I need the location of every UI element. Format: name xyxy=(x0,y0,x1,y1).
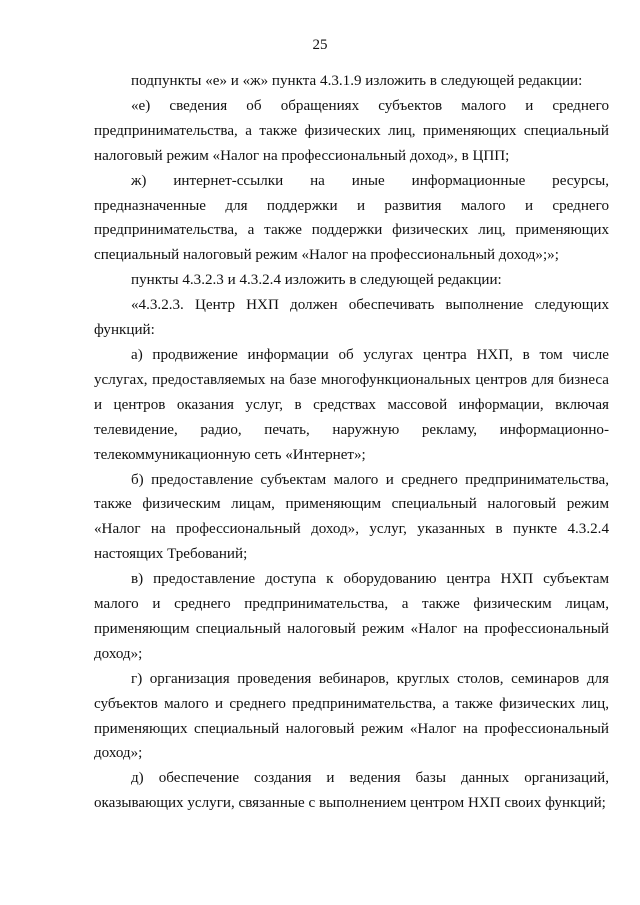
paragraph-item-zh: ж) интернет-ссылки на иные информационные ресурсы, предназначенные для поддержки и развития малого и среднего предпринимательства, а также поддержки физических лиц, применяющих специальный налоговый режим «Налог на профессиональный доход»;»; xyxy=(94,172,609,264)
page-number: 25 xyxy=(312,37,328,53)
paragraph-item-g: г) организация проведения вебинаров, круглых столов, семинаров для субъектов малого и среднего предпринимательства, а также физических лиц, применяющих специальный налоговый режим «Налог на профессиональный доход»; xyxy=(94,670,609,762)
paragraph-item-e: «е) сведения об обращениях субъектов малого и среднего предпринимательства, а также физических лиц, применяющих специальный налоговый режим «Налог на профессиональный доход», в ЦПП; xyxy=(94,97,609,164)
paragraph-item-v: в) предоставление доступа к оборудованию центра НХП субъектам малого и среднего предпринимательства, а также физическим лицам, применяющим специальный налоговый режим «Налог на профессиональный доход»; xyxy=(94,571,609,662)
paragraph-4-3-2-3: «4.3.2.3. Центр НХП должен обеспечивать выполнение следующих функций: xyxy=(94,297,609,339)
paragraph-item-b: б) предоставление субъектам малого и среднего предпринимательства, также физическим лицам, применяющим специальный налоговый режим «Налог на профессиональный доход», услуг, указанных в пункте 4.3.2.4 настоящих Требований; xyxy=(94,471,609,563)
document-body xyxy=(94,69,609,816)
paragraph-item-d: д) обеспечение создания и ведения базы данных организаций, оказывающих услуги, связанные с выполнением центром НХП своих функций; xyxy=(94,770,609,812)
paragraph-amend-items-4-3-2-3-4: пункты 4.3.2.3 и 4.3.2.4 изложить в следующей редакции: xyxy=(131,272,502,289)
paragraph-item-a: а) продвижение информации об услугах центра НХП, в том числе услугах, предоставляемых на базе многофункциональных центров для бизнеса и центров оказания услуг, в средствах массовой информации, включая телевидение, радио, печать, наружную рекламу, информационно-телекоммуникационную сеть «Интернет»; xyxy=(94,346,609,463)
paragraph-amend-subitems-e-zh: подпункты «е» и «ж» пункта 4.3.1.9 изложить в следующей редакции: xyxy=(131,73,583,89)
